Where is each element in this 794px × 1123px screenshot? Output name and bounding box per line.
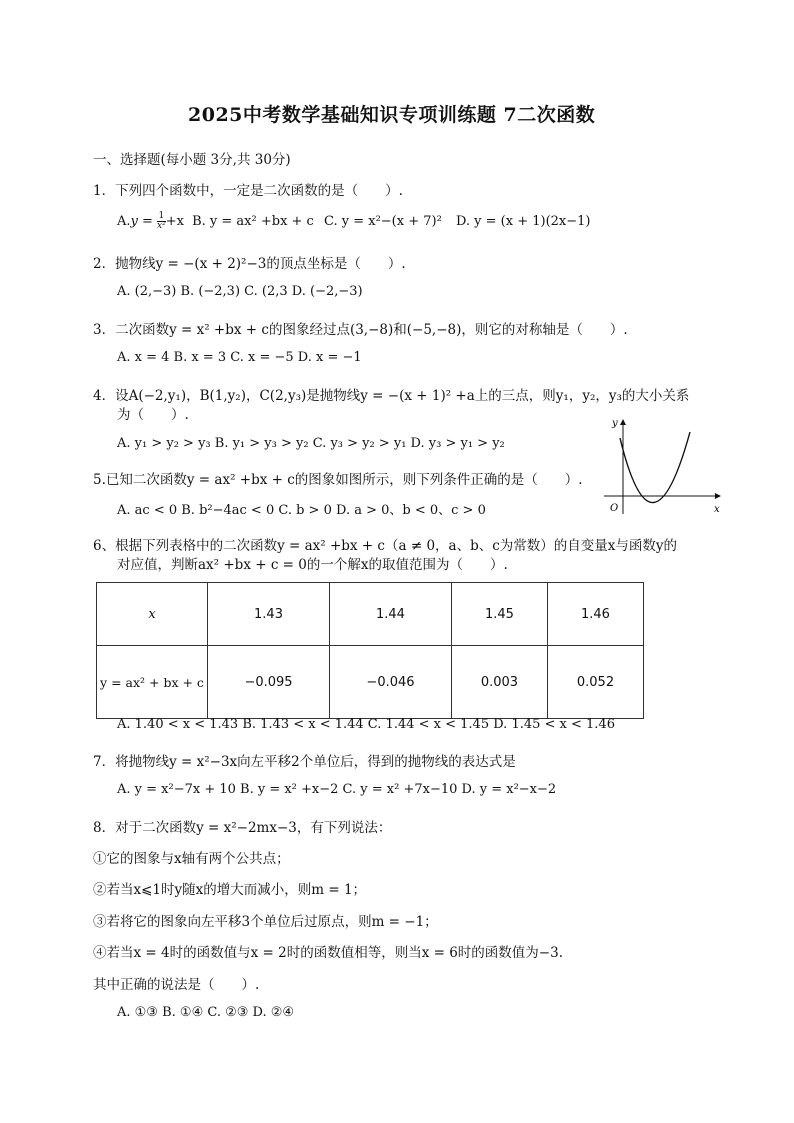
- q1-option-a-label: A.: [117, 214, 131, 229]
- question-1-options: [117, 212, 590, 231]
- question-2-stem: 2．抛物线y = −(x + 2)²−3的顶点坐标是（ ）.: [93, 256, 406, 272]
- question-8-options: A. ①③ B. ①④ C. ②③ D. ②④: [117, 1005, 295, 1020]
- question-8-statement-1: ①它的图象与x轴有两个公共点；: [93, 851, 290, 867]
- question-1-stem: 1．下列四个函数中，一定是二次函数的是（ ）.: [93, 183, 403, 199]
- table-cell: 1.46: [547, 583, 643, 646]
- parabola-curve: [620, 432, 690, 503]
- question-3-stem: 3．二次函数y = x² +bx + c的图象经过点(3,−8)和(−5,−8)，则它的对称轴是（ ）.: [93, 322, 628, 338]
- y-axis-label: y: [612, 418, 618, 429]
- question-7-options: A. y = x²−7x + 10 B. y = x² +x−2 C. y = x² +7x−10 D. y = x²−x−2: [117, 782, 557, 797]
- value-table: [96, 582, 644, 719]
- table-cell: 0.052: [547, 646, 643, 719]
- question-2-options: A. (2,−3) B. (−2,3) C. (2,3 D. (−2,−3): [117, 284, 363, 299]
- table-cell: 1.44: [329, 583, 451, 646]
- q1-option-a-tail: +x: [165, 214, 184, 229]
- table-cell: 1.45: [451, 583, 547, 646]
- table-cell: −0.046: [329, 646, 451, 719]
- table-cell: −0.095: [208, 646, 330, 719]
- question-4-stem-line2: 为（ ）.: [117, 407, 189, 423]
- q1-option-c: C. y = x²−(x + 7)²: [323, 214, 442, 229]
- table-row-x: [97, 583, 644, 646]
- question-8-statement-3: ③若将它的图象向左平移3个单位后过原点，则m = −1；: [93, 914, 438, 930]
- question-8-stem: 8．对于二次函数y = x²−2mx−3，有下列说法：: [93, 820, 392, 836]
- question-8-ask: 其中正确的说法是（ ）.: [93, 977, 260, 993]
- question-7-stem: 7．将抛物线y = x²−3x向左平移2个单位后，得到的抛物线的表达式是: [93, 754, 516, 770]
- origin-label: O: [610, 503, 619, 514]
- question-8-statement-2: ②若当x⩽1时y随x的增大而减小，则m = 1；: [93, 882, 367, 898]
- q1-option-d: D. y = (x + 1)(2x−1): [455, 214, 591, 229]
- table-row-y: [97, 646, 644, 719]
- question-4-stem-line1: 4．设A(−2,y₁)，B(1,y₂)，C(2,y₃)是抛物线y = −(x + 1)² +a上的三点，则y₁，y₂，y₃的大小关系: [93, 388, 690, 404]
- parabola-graph: [598, 410, 728, 520]
- question-3-options: A. x = 4 B. x = 3 C. x = −5 D. x = −1: [117, 350, 362, 365]
- question-6-stem-line2: 对应值，判断ax² +bx + c = 0的一个解x的取值范围为（ ）.: [117, 557, 508, 573]
- q1-fraction: $\frac{1}{\text{x²}}$: [157, 211, 166, 231]
- q1-option-b: B. y = ax² +bx + c: [192, 214, 314, 229]
- table-cell-y-label: y = ax² + bx + c: [97, 646, 208, 719]
- question-5-stem: 5.已知二次函数y = ax² +bx + c的图象如图所示，则下列条件正确的是（ ）.: [93, 472, 583, 488]
- question-4-options: A. y₁ > y₂ > y₃ B. y₁ > y₃ > y₂ C. y₃ > y₂ > y₁ D. y₃ > y₁ > y₂: [117, 436, 505, 451]
- page-title: 2025中考数学基础知识专项训练题 7二次函数: [188, 104, 596, 126]
- question-6-options: A. 1.40 < x < 1.43 B. 1.43 < x < 1.44 C. 1.44 < x < 1.45 D. 1.45 < x < 1.46: [117, 717, 615, 732]
- question-6-stem-line1: 6、根据下列表格中的二次函数y = ax² +bx + c（a ≠ 0，a、b、c为常数）的自变量x与函数y的: [93, 538, 678, 554]
- question-5-options: A. ac < 0 B. b²−4ac < 0 C. b > 0 D. a > 0、b < 0、c > 0: [117, 503, 486, 518]
- table-cell: 1.43: [208, 583, 330, 646]
- table-cell-x-label: x: [97, 583, 208, 646]
- section-heading: 一、选择题(每小题 3分,共 30分): [93, 152, 291, 168]
- q1-option-a-expr: y =: [130, 214, 158, 229]
- x-axis-label: x: [714, 504, 720, 515]
- table-cell: 0.003: [451, 646, 547, 719]
- question-8-statement-4: ④若当x = 4时的函数值与x = 2时的函数值相等，则当x = 6时的函数值为−3.: [93, 945, 563, 961]
